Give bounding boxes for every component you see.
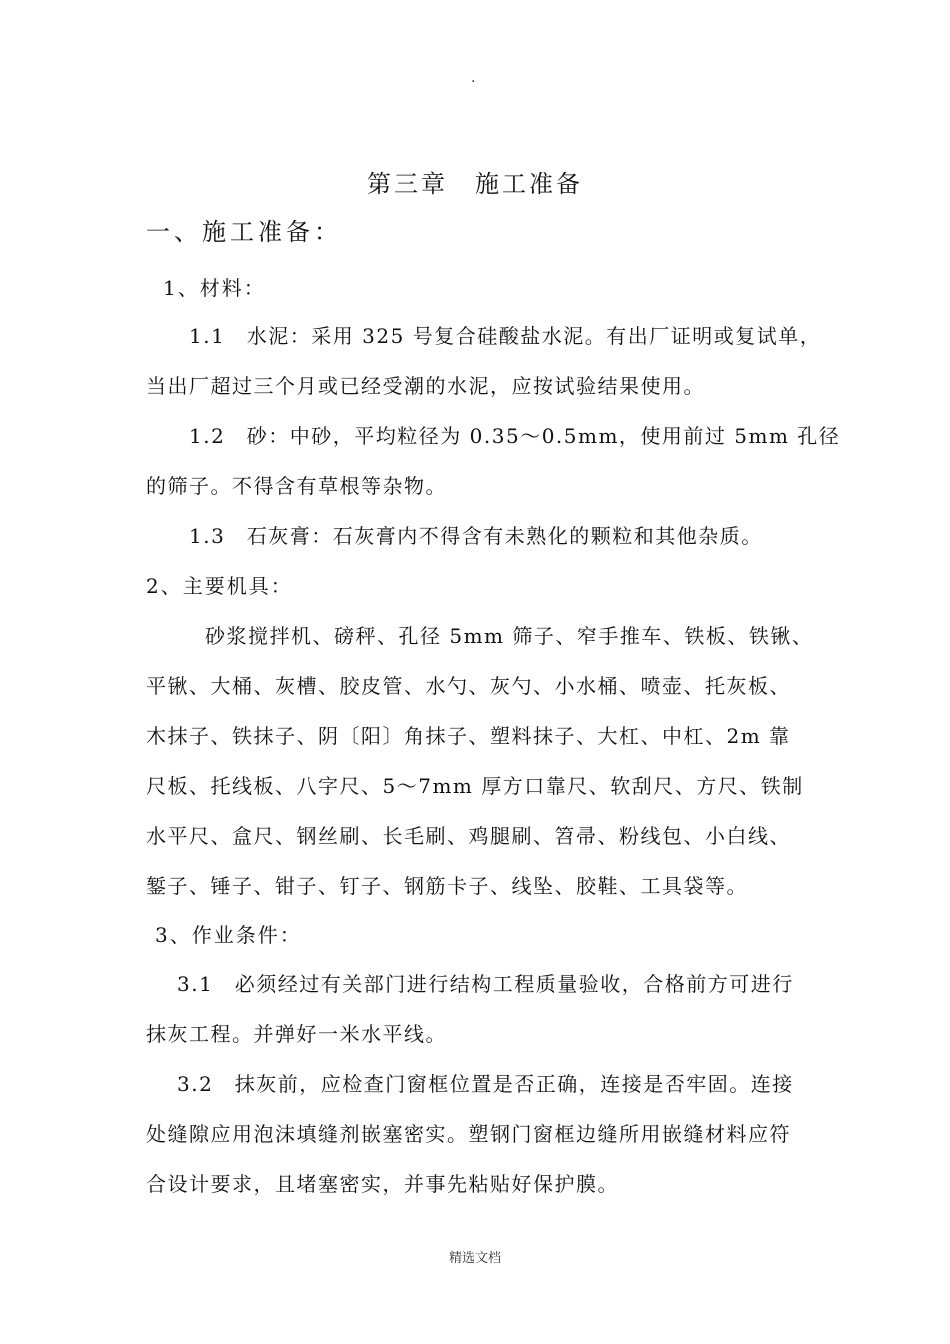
item-3-1-line1: 3.1 必须经过有关部门进行结构工程质量验收，合格前方可进行 (177, 972, 794, 996)
tools-line-1: 砂浆搅拌机、磅秤、孔径 5mm 筛子、窄手推车、铁板、铁锹、 (205, 624, 814, 648)
tools-heading: 2、主要机具： (146, 574, 293, 598)
tools-line-2: 平锹、大桶、灰槽、胶皮管、水勺、灰勺、小水桶、喷壶、托灰板、 (146, 674, 791, 698)
item-3-2-line1: 3.2 抹灰前，应检查门窗框位置是否正确，连接是否牢固。连接 (177, 1072, 794, 1096)
header-dot: . (471, 70, 476, 86)
item-1-3: 1.3 石灰膏：石灰膏内不得含有未熟化的颗粒和其他杂质。 (189, 524, 763, 548)
chapter-title: 第三章 施工准备 (367, 170, 583, 198)
item-3-2-line2: 处缝隙应用泡沫填缝剂嵌塞密实。塑钢门窗框边缝所用嵌缝材料应符 (146, 1122, 791, 1146)
tools-line-4: 尺板、托线板、八字尺、5～7mm 厚方口靠尺、软刮尺、方尺、铁制 (146, 774, 804, 798)
item-1-2-line1: 1.2 砂：中砂，平均粒径为 0.35～0.5mm，使用前过 5mm 孔径 (189, 424, 841, 448)
tools-line-6: 錾子、锤子、钳子、钉子、钢筋卡子、线坠、胶鞋、工具袋等。 (146, 874, 748, 898)
materials-heading: 1、材料： (163, 276, 266, 300)
item-1-1-line2: 当出厂超过三个月或已经受潮的水泥，应按试验结果使用。 (146, 374, 705, 398)
tools-line-3: 木抹子、铁抹子、阴〔阳〕角抹子、塑料抹子、大杠、中杠、2m 靠 (146, 724, 791, 748)
item-1-1-line1: 1.1 水泥：采用 325 号复合硅酸盐水泥。有出厂证明或复试单， (189, 324, 822, 348)
tools-line-5: 水平尺、盒尺、钢丝刷、长毛刷、鸡腿刷、笤帚、粉线包、小白线、 (146, 824, 791, 848)
section-heading: 一、施工准备： (146, 218, 342, 246)
conditions-heading: 3、作业条件： (155, 923, 302, 947)
item-1-2-line2: 的筛子。不得含有草根等杂物。 (146, 474, 447, 498)
item-3-2-line3: 合设计要求，且堵塞密实，并事先粘贴好保护膜。 (146, 1172, 619, 1196)
item-3-1-line2: 抹灰工程。并弹好一米水平线。 (146, 1022, 447, 1046)
page-footer: 精选文档 (448, 1251, 501, 1266)
